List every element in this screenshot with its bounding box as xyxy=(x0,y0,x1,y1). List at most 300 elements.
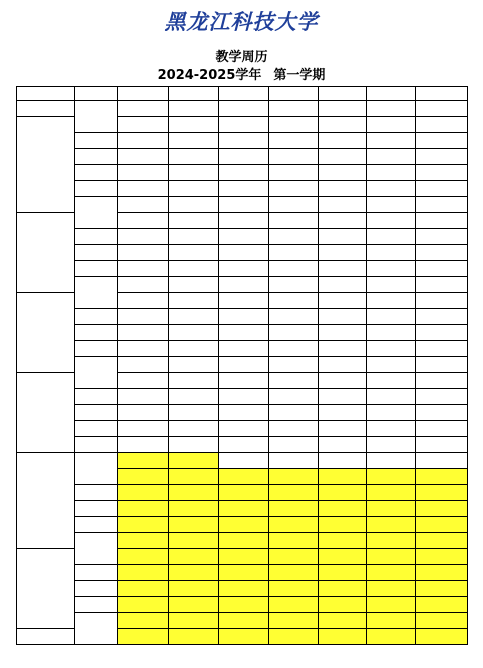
day-cell xyxy=(268,596,318,612)
week-cell xyxy=(74,436,117,452)
day-cell xyxy=(218,132,268,148)
day-cell xyxy=(218,324,268,340)
grid-line xyxy=(74,340,118,341)
grid-line xyxy=(16,644,75,645)
grid-line xyxy=(74,228,118,229)
day-cell xyxy=(168,292,218,308)
day-cell xyxy=(218,244,268,260)
day-cell xyxy=(117,388,168,404)
day-cell xyxy=(415,324,467,340)
grid-line xyxy=(74,596,118,597)
day-cell xyxy=(318,612,366,628)
day-cell xyxy=(366,420,415,436)
grid-line xyxy=(74,500,118,501)
grid-line xyxy=(318,86,319,645)
week-cell xyxy=(74,308,117,324)
day-cell xyxy=(168,532,218,548)
week-cell xyxy=(74,356,117,388)
day-cell xyxy=(117,116,168,132)
day-cell xyxy=(168,404,218,420)
grid-line xyxy=(74,484,118,485)
day-cell xyxy=(366,340,415,356)
grid-line xyxy=(74,420,118,421)
day-cell xyxy=(366,196,415,212)
day-cell xyxy=(117,580,168,596)
grid-line xyxy=(16,452,75,453)
day-cell xyxy=(218,468,268,484)
grid-line xyxy=(74,180,118,181)
day-cell xyxy=(168,212,218,228)
day-cell xyxy=(268,292,318,308)
week-cell xyxy=(74,612,117,644)
grid-line xyxy=(268,86,269,645)
day-cell xyxy=(366,612,415,628)
day-cell xyxy=(268,564,318,580)
week-cell xyxy=(74,596,117,612)
day-cell xyxy=(168,628,218,644)
day-cell xyxy=(218,292,268,308)
day-cell xyxy=(168,372,218,388)
day-cell xyxy=(168,388,218,404)
day-cell xyxy=(117,356,168,372)
day-cell xyxy=(117,532,168,548)
day-cell xyxy=(117,516,168,532)
day-cell xyxy=(318,324,366,340)
day-cell xyxy=(415,452,467,468)
day-cell xyxy=(117,500,168,516)
day-cell xyxy=(218,276,268,292)
grid-line xyxy=(74,644,118,645)
day-cell xyxy=(168,580,218,596)
week-cell xyxy=(74,180,117,196)
month-cell xyxy=(16,292,74,372)
day-cell xyxy=(168,260,218,276)
day-cell xyxy=(318,516,366,532)
day-cell xyxy=(268,436,318,452)
week-cell xyxy=(74,164,117,180)
day-cell xyxy=(268,244,318,260)
day-cell xyxy=(268,212,318,228)
day-cell xyxy=(415,356,467,372)
month-cell xyxy=(16,212,74,292)
day-cell xyxy=(117,372,168,388)
day-cell xyxy=(415,468,467,484)
day-cell xyxy=(168,564,218,580)
day-cell xyxy=(415,404,467,420)
day-cell xyxy=(218,612,268,628)
day-cell xyxy=(168,180,218,196)
day-cell xyxy=(117,404,168,420)
day-cell xyxy=(168,148,218,164)
day-cell xyxy=(318,500,366,516)
day-cell xyxy=(218,388,268,404)
day-cell xyxy=(318,356,366,372)
week-cell xyxy=(74,244,117,260)
day-cell xyxy=(268,420,318,436)
day-cell xyxy=(366,116,415,132)
university-logo: 黑龙江科技大学 xyxy=(164,9,319,34)
day-cell xyxy=(168,132,218,148)
day-cell xyxy=(168,436,218,452)
day-cell xyxy=(268,500,318,516)
grid-line xyxy=(16,372,75,373)
day-cell xyxy=(117,180,168,196)
day-cell xyxy=(366,372,415,388)
day-cell xyxy=(268,228,318,244)
day-cell xyxy=(218,436,268,452)
day-cell xyxy=(318,132,366,148)
month-cell xyxy=(16,548,74,628)
week-cell xyxy=(74,148,117,164)
day-cell xyxy=(268,452,318,468)
day-cell xyxy=(366,260,415,276)
day-cell xyxy=(318,276,366,292)
day-cell xyxy=(117,468,168,484)
day-cell xyxy=(168,308,218,324)
day-cell xyxy=(218,532,268,548)
day-cell xyxy=(268,516,318,532)
day-cell xyxy=(318,580,366,596)
day-cell xyxy=(366,596,415,612)
week-cell xyxy=(74,580,117,596)
day-cell xyxy=(168,100,218,116)
day-cell xyxy=(318,244,366,260)
day-cell xyxy=(168,244,218,260)
week-cell xyxy=(74,532,117,564)
month-cell xyxy=(16,372,74,452)
day-cell xyxy=(168,196,218,212)
day-cell xyxy=(117,148,168,164)
day-cell xyxy=(366,564,415,580)
day-cell xyxy=(117,276,168,292)
day-cell xyxy=(268,532,318,548)
column-header xyxy=(16,86,74,100)
day-cell xyxy=(318,452,366,468)
day-cell xyxy=(318,468,366,484)
term-label: 第一学期 xyxy=(273,68,326,83)
day-cell xyxy=(218,180,268,196)
week-cell xyxy=(74,516,117,532)
day-cell xyxy=(117,452,168,468)
day-cell xyxy=(415,596,467,612)
week-cell xyxy=(74,564,117,580)
day-cell xyxy=(268,356,318,372)
day-cell xyxy=(117,420,168,436)
day-cell xyxy=(168,324,218,340)
day-cell xyxy=(366,100,415,116)
day-cell xyxy=(366,356,415,372)
day-cell xyxy=(117,484,168,500)
grid-line xyxy=(16,116,75,117)
grid-line xyxy=(117,86,118,645)
day-cell xyxy=(168,516,218,532)
day-cell xyxy=(318,164,366,180)
day-cell xyxy=(268,260,318,276)
day-cell xyxy=(415,516,467,532)
week-cell xyxy=(74,420,117,436)
day-cell xyxy=(318,308,366,324)
day-cell xyxy=(117,228,168,244)
grid-line xyxy=(74,132,118,133)
grid-line xyxy=(74,260,118,261)
grid-line xyxy=(74,516,118,517)
day-cell xyxy=(218,548,268,564)
day-cell xyxy=(318,420,366,436)
day-cell xyxy=(268,164,318,180)
page-title: 教学周历 xyxy=(215,50,268,65)
day-cell xyxy=(415,372,467,388)
day-cell xyxy=(366,164,415,180)
day-cell xyxy=(268,580,318,596)
day-cell xyxy=(366,500,415,516)
day-cell xyxy=(318,628,366,644)
day-cell xyxy=(168,612,218,628)
day-cell xyxy=(218,356,268,372)
day-cell xyxy=(366,308,415,324)
day-cell xyxy=(415,148,467,164)
day-cell xyxy=(218,404,268,420)
day-cell xyxy=(268,324,318,340)
day-cell xyxy=(366,276,415,292)
day-cell xyxy=(168,276,218,292)
day-cell xyxy=(318,404,366,420)
month-cell xyxy=(16,452,74,548)
day-cell xyxy=(268,404,318,420)
day-cell xyxy=(318,436,366,452)
day-cell xyxy=(415,388,467,404)
grid-line xyxy=(74,452,118,453)
day-cell xyxy=(415,628,467,644)
week-cell xyxy=(74,228,117,244)
day-cell xyxy=(117,340,168,356)
day-cell xyxy=(366,324,415,340)
day-cell xyxy=(218,196,268,212)
day-cell xyxy=(318,292,366,308)
day-cell xyxy=(318,372,366,388)
day-cell xyxy=(366,388,415,404)
day-cell xyxy=(415,420,467,436)
day-cell xyxy=(168,356,218,372)
day-cell xyxy=(268,372,318,388)
day-cell xyxy=(415,260,467,276)
day-cell xyxy=(268,340,318,356)
column-header xyxy=(218,86,268,100)
column-header xyxy=(168,86,218,100)
day-cell xyxy=(366,452,415,468)
grid-line xyxy=(74,86,75,645)
grid-line xyxy=(74,356,118,357)
day-cell xyxy=(318,260,366,276)
day-cell xyxy=(268,388,318,404)
day-cell xyxy=(168,340,218,356)
grid-line xyxy=(74,436,118,437)
day-cell xyxy=(415,164,467,180)
day-cell xyxy=(117,308,168,324)
grid-line xyxy=(74,324,118,325)
day-cell xyxy=(218,308,268,324)
day-cell xyxy=(318,116,366,132)
day-cell xyxy=(415,548,467,564)
grid-line xyxy=(16,212,75,213)
grid-line xyxy=(74,404,118,405)
day-cell xyxy=(268,308,318,324)
day-cell xyxy=(168,420,218,436)
day-cell xyxy=(415,292,467,308)
day-cell xyxy=(366,180,415,196)
day-cell xyxy=(168,484,218,500)
grid-line xyxy=(74,308,118,309)
day-cell xyxy=(318,596,366,612)
column-header xyxy=(74,86,117,100)
day-cell xyxy=(218,484,268,500)
day-cell xyxy=(268,116,318,132)
day-cell xyxy=(318,212,366,228)
day-cell xyxy=(318,532,366,548)
day-cell xyxy=(366,516,415,532)
column-header xyxy=(318,86,366,100)
day-cell xyxy=(218,516,268,532)
day-cell xyxy=(218,260,268,276)
day-cell xyxy=(268,100,318,116)
day-cell xyxy=(268,276,318,292)
grid-line xyxy=(16,292,75,293)
day-cell xyxy=(268,484,318,500)
day-cell xyxy=(318,388,366,404)
grid-line xyxy=(74,580,118,581)
day-cell xyxy=(117,596,168,612)
day-cell xyxy=(415,532,467,548)
week-cell xyxy=(74,484,117,500)
day-cell xyxy=(117,164,168,180)
day-cell xyxy=(218,596,268,612)
day-cell xyxy=(218,100,268,116)
day-cell xyxy=(366,148,415,164)
day-cell xyxy=(366,628,415,644)
day-cell xyxy=(415,228,467,244)
grid-line xyxy=(74,196,118,197)
day-cell xyxy=(218,580,268,596)
day-cell xyxy=(218,628,268,644)
grid-line xyxy=(74,532,118,533)
day-cell xyxy=(318,484,366,500)
day-cell xyxy=(318,228,366,244)
day-cell xyxy=(268,548,318,564)
day-cell xyxy=(218,500,268,516)
day-cell xyxy=(415,180,467,196)
day-cell xyxy=(168,452,218,468)
day-cell xyxy=(117,548,168,564)
day-cell xyxy=(268,180,318,196)
day-cell xyxy=(168,164,218,180)
week-cell xyxy=(74,388,117,404)
day-cell xyxy=(268,196,318,212)
week-cell xyxy=(74,324,117,340)
day-cell xyxy=(415,244,467,260)
grid-line xyxy=(16,628,75,629)
day-cell xyxy=(117,628,168,644)
day-cell xyxy=(366,468,415,484)
grid-line xyxy=(467,86,468,645)
day-cell xyxy=(268,468,318,484)
column-header xyxy=(415,86,467,100)
day-cell xyxy=(268,132,318,148)
month-cell xyxy=(16,116,74,212)
day-cell xyxy=(168,548,218,564)
grid-line xyxy=(168,86,169,645)
day-cell xyxy=(218,452,268,468)
month-cell xyxy=(16,628,74,644)
week-cell xyxy=(74,340,117,356)
week-cell xyxy=(74,500,117,516)
day-cell xyxy=(366,532,415,548)
day-cell xyxy=(366,580,415,596)
grid-line xyxy=(16,100,468,101)
grid-line xyxy=(415,86,416,645)
day-cell xyxy=(168,116,218,132)
day-cell xyxy=(218,148,268,164)
day-cell xyxy=(318,548,366,564)
day-cell xyxy=(117,244,168,260)
day-cell xyxy=(415,580,467,596)
day-cell xyxy=(218,228,268,244)
column-header xyxy=(117,86,168,100)
day-cell xyxy=(117,132,168,148)
week-cell xyxy=(74,260,117,276)
grid-line xyxy=(16,86,468,87)
column-header xyxy=(268,86,318,100)
day-cell xyxy=(366,484,415,500)
day-cell xyxy=(415,116,467,132)
day-cell xyxy=(318,340,366,356)
day-cell xyxy=(366,212,415,228)
day-cell xyxy=(218,212,268,228)
grid-line xyxy=(74,564,118,565)
day-cell xyxy=(415,212,467,228)
day-cell xyxy=(318,564,366,580)
grid-line xyxy=(16,548,75,549)
day-cell xyxy=(415,340,467,356)
day-cell xyxy=(218,564,268,580)
day-cell xyxy=(117,292,168,308)
grid-line xyxy=(74,148,118,149)
week-cell xyxy=(74,276,117,308)
day-cell xyxy=(366,436,415,452)
day-cell xyxy=(415,308,467,324)
day-cell xyxy=(268,148,318,164)
day-cell xyxy=(117,564,168,580)
month-cell xyxy=(16,100,74,116)
week-cell xyxy=(74,452,117,484)
day-cell xyxy=(117,612,168,628)
day-cell xyxy=(318,180,366,196)
grid-line xyxy=(74,388,118,389)
day-cell xyxy=(366,292,415,308)
column-header xyxy=(366,86,415,100)
day-cell xyxy=(268,612,318,628)
day-cell xyxy=(366,132,415,148)
grid-line xyxy=(74,164,118,165)
day-cell xyxy=(415,484,467,500)
week-cell xyxy=(74,196,117,228)
week-cell xyxy=(74,100,117,132)
day-cell xyxy=(218,372,268,388)
day-cell xyxy=(117,324,168,340)
day-cell xyxy=(218,340,268,356)
day-cell xyxy=(117,436,168,452)
day-cell xyxy=(366,548,415,564)
day-cell xyxy=(415,196,467,212)
day-cell xyxy=(415,436,467,452)
